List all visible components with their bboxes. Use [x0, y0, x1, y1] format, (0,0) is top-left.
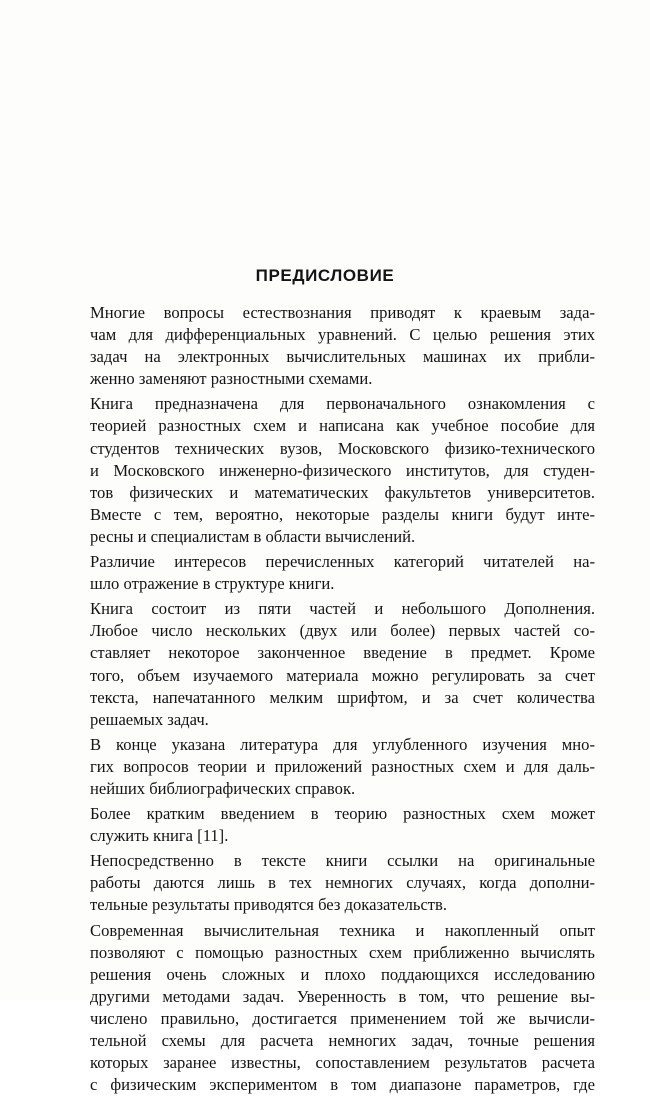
text-line: ресны и специалистам в области вычислений. — [90, 526, 416, 546]
text-line: работы даются лишь в тех немногих случаях, когда дополни- — [90, 873, 595, 893]
text-line: В конце указана литература для углубленного изучения мно- — [90, 734, 595, 754]
text-line: позволяют с помощью разностных схем приближенно вычислять — [90, 942, 595, 962]
text-line: Различие интересов перечисленных категорий читателей на- — [90, 552, 595, 572]
text-line: Вместе с тем, вероятно, некоторые разделы книги будут инте- — [90, 504, 595, 524]
text-line: тельные результаты приводятся без доказательств. — [90, 895, 448, 915]
text-line: и Московского инженерно-физического институтов, для студен- — [90, 460, 595, 480]
paragraph — [90, 393, 595, 548]
text-line: Современная вычислительная техника и накопленный опыт — [90, 920, 595, 940]
text-line: Многие вопросы естествознания приводят к краевым зада- — [90, 303, 595, 322]
text-line: студентов технических вузов, Московского физико-технического — [90, 438, 595, 458]
text-line: которых заранее известны, сопоставлением результатов расчета — [90, 1053, 595, 1073]
paragraph — [90, 302, 595, 390]
page-heading: ПРЕДИСЛОВИЕ — [255, 266, 395, 285]
paragraph — [90, 734, 595, 800]
text-line: решения очень сложных и плохо поддающихся исследованию — [90, 964, 595, 984]
text-line: нейших библиографических справок. — [90, 778, 356, 798]
text-line: чам для дифференциальных уравнений. С целью решения этих — [90, 325, 595, 345]
paragraph — [90, 803, 595, 847]
text-line: тельной схемы для расчета немногих задач, точные решения — [90, 1031, 595, 1050]
text-line: шло отражение в структуре книги. — [90, 574, 335, 594]
text-line: гих вопросов теории и приложений разностных схем и для даль- — [90, 756, 595, 776]
text-line: числено правильно, достигается применением той же вычисли- — [90, 1008, 595, 1028]
text-line: решаемых задач. — [90, 709, 209, 729]
text-line: с физическим экспериментом в том диапазоне параметров, где — [90, 1075, 595, 1095]
text-line: Любое число нескольких (двух или более) первых частей со- — [90, 621, 595, 641]
paragraph — [90, 598, 595, 731]
text-line: Более кратким введением в теорию разностных схем может — [90, 804, 595, 824]
paragraph — [90, 920, 595, 1097]
text-line: Книга предназначена для первоначального ознакомления с — [90, 394, 595, 414]
paragraph — [90, 551, 595, 595]
text-line: другими методами задач. Уверенность в том, что решение вы- — [90, 986, 595, 1006]
paragraph — [90, 850, 595, 916]
text-line: тов физических и математических факультетов университетов. — [90, 482, 595, 502]
preface-body — [90, 302, 595, 1099]
text-line: текста, напечатанного мелким шрифтом, и за счет количества — [90, 687, 595, 707]
text-line: женно заменяют разностными схемами. — [90, 369, 373, 389]
text-line: Непосредственно в тексте книги ссылки на оригинальные — [90, 851, 595, 871]
text-line: ставляет некоторое законченное введение в предмет. Кроме — [90, 643, 595, 663]
text-line: Книга состоит из пяти частей и небольшого Дополнения. — [90, 599, 595, 619]
text-line: теорией разностных схем и написана как учебное пособие для — [90, 416, 595, 436]
text-line: задач на электронных вычислительных машинах их прибли- — [90, 347, 595, 367]
text-line: служить книга [11]. — [90, 826, 229, 846]
text-line: того, объем изучаемого материала можно регулировать за счет — [90, 665, 595, 685]
